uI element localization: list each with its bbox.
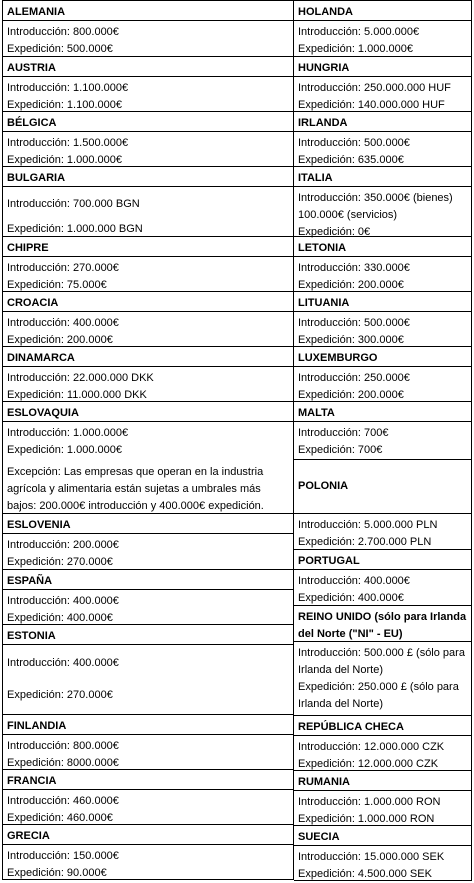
introduction-value: Introducción: 800.000€: [7, 26, 119, 38]
country-header: HOLANDA: [294, 0, 471, 20]
right-column: [294, 0, 472, 881]
country-values: [3, 789, 293, 824]
country-header: AUSTRIA: [3, 56, 293, 76]
country-values: [3, 256, 293, 291]
country-values: [3, 644, 293, 714]
country-header: RUMANIA: [294, 770, 471, 790]
country-values: [294, 366, 471, 401]
country-header: ALEMANIA: [3, 0, 293, 20]
country-values: [294, 131, 471, 166]
introduction-value: Introducción: 22.000.000 DKK: [7, 372, 154, 384]
expedition-value: Expedición: 11.000.000 DKK: [7, 389, 147, 401]
expedition-value: Expedición: 200.000€: [298, 389, 404, 401]
country-values: [294, 256, 471, 291]
country-header: PORTUGAL: [294, 549, 471, 569]
country-values: [294, 735, 471, 770]
country-values: [294, 311, 471, 346]
country-values: [3, 20, 293, 56]
introduction-value: Introducción: 200.000€: [7, 539, 119, 551]
country-header: REPÚBLICA CHECA: [294, 715, 471, 735]
country-values: [294, 76, 471, 111]
introduction-value: Introducción: 400.000€: [298, 575, 410, 587]
introduction-value: Introducción: 500.000€: [298, 317, 410, 329]
expedition-value: Expedición: 300.000€: [298, 334, 404, 346]
country-values: [294, 186, 471, 236]
expedition-value: Expedición: 400.000€: [7, 612, 113, 624]
country-header: POLONIA: [294, 459, 471, 513]
expedition-value: Expedición: 1.000.000€: [7, 444, 122, 456]
introduction-value: Introducción: 12.000.000 CZK: [298, 741, 445, 753]
country-header: BULGARIA: [3, 166, 293, 186]
country-header: GRECIA: [3, 824, 293, 844]
expedition-value: Expedición: 1.100.000€: [7, 99, 122, 111]
country-header: CHIPRE: [3, 236, 293, 256]
introduction-value: Introducción: 1.100.000€: [7, 82, 129, 94]
country-header: ESPAÑA: [3, 569, 293, 589]
introduction-value: Introducción: 150.000€: [7, 850, 119, 862]
introduction-value: Introducción: 400.000€: [7, 595, 119, 607]
introduction-value: Introducción: 350.000€ (bienes) 100.000€ (servicios): [298, 192, 453, 221]
country-values: [3, 589, 293, 624]
country-values: [3, 533, 293, 569]
country-header: ESTONIA: [3, 624, 293, 644]
expedition-value: Expedición: 1.000.000€: [7, 154, 122, 166]
introduction-value: Introducción: 800.000€: [7, 740, 119, 752]
country-header: DINAMARCA: [3, 346, 293, 366]
expedition-value: Expedición: 0€: [298, 226, 371, 238]
country-header: FRANCIA: [3, 769, 293, 789]
expedition-value: Expedición: 635.000€: [298, 154, 404, 166]
expedition-value: Expedición: 200.000€: [298, 279, 404, 291]
country-header: ESLOVENIA: [3, 513, 293, 533]
country-values: [294, 20, 471, 56]
introduction-value: Introducción: 1.500.000€: [7, 137, 129, 149]
expedition-value: Expedición: 8000.000€: [7, 757, 119, 769]
country-header: ESLOVAQUIA: [3, 401, 293, 421]
expedition-value: Expedición: 400.000€: [298, 592, 404, 604]
country-values: [294, 421, 471, 459]
introduction-value: Introducción: 5.000.000 PLN: [298, 519, 438, 531]
country-header: MALTA: [294, 401, 471, 421]
country-values: [3, 366, 293, 401]
country-values: [3, 844, 293, 880]
country-header: HUNGRIA: [294, 56, 471, 76]
expedition-value: Expedición: 250.000 £ (sólo para Irlanda del Norte): [298, 681, 459, 710]
country-header: LITUANIA: [294, 291, 471, 311]
exception-note: Excepción: Las empresas que operan en la industria agrícola y alimentaria están sujetas a umbrales más bajos: 200.000€ introducción y 400.000€ expedición.: [7, 466, 264, 512]
country-values: [3, 76, 293, 111]
introduction-value: Introducción: 250.000.000 HUF: [298, 82, 451, 94]
country-header: IRLANDA: [294, 111, 471, 131]
introduction-value: Introducción: 400.000€: [7, 657, 119, 669]
country-header: SUECIA: [294, 825, 471, 845]
expedition-value: Expedición: 270.000€: [7, 689, 113, 701]
expedition-value: Expedición: 200.000€: [7, 334, 113, 346]
introduction-value: Introducción: 700€: [298, 427, 389, 439]
expedition-value: Expedición: 700€: [298, 444, 383, 456]
expedition-value: Expedición: 1.000.000€: [298, 43, 413, 55]
country-values: [3, 131, 293, 166]
country-header: REINO UNIDO (sólo para Irlanda del Norte ("NI" - EU): [294, 605, 471, 641]
country-values: [3, 734, 293, 769]
introduction-value: Introducción: 400.000€: [7, 317, 119, 329]
expedition-value: Expedición: 90.000€: [7, 867, 107, 879]
expedition-value: Expedición: 4.500.000 SEK: [298, 868, 432, 880]
introduction-value: Introducción: 15.000.000 SEK: [298, 851, 445, 863]
country-values: [294, 513, 471, 549]
introduction-value: Introducción: 330.000€: [298, 262, 410, 274]
introduction-value: Introducción: 1.000.000€: [7, 427, 129, 439]
country-header: ITALIA: [294, 166, 471, 186]
expedition-value: Expedición: 500.000€: [7, 43, 113, 55]
left-column: [2, 0, 294, 880]
country-values: [3, 311, 293, 346]
introduction-value: Introducción: 270.000€: [7, 262, 119, 274]
country-header: BÉLGICA: [3, 111, 293, 131]
country-values: [294, 845, 471, 881]
country-header: LUXEMBURGO: [294, 346, 471, 366]
expedition-value: Expedición: 2.700.000 PLN: [298, 536, 432, 548]
country-header: LETONIA: [294, 236, 471, 256]
expedition-value: Expedición: 140.000.000 HUF: [298, 99, 445, 111]
introduction-value: Introducción: 700.000 BGN: [7, 198, 140, 210]
country-values: [3, 186, 293, 236]
expedition-value: Expedición: 270.000€: [7, 556, 113, 568]
introduction-value: Introducción: 1.000.000 RON: [298, 796, 441, 808]
expedition-value: Expedición: 75.000€: [7, 279, 107, 291]
introduction-value: Introducción: 460.000€: [7, 795, 119, 807]
introduction-value: Introducción: 500.000€: [298, 137, 410, 149]
expedition-value: Expedición: 12.000.000 CZK: [298, 758, 439, 770]
introduction-value: Introducción: 500.000 £ (sólo para Irlanda del Norte): [298, 647, 465, 676]
country-header: FINLANDIA: [3, 714, 293, 734]
country-values: [294, 641, 471, 715]
country-header: CROACIA: [3, 291, 293, 311]
expedition-value: Expedición: 460.000€: [7, 812, 113, 824]
introduction-value: Introducción: 5.000.000€: [298, 26, 420, 38]
expedition-value: Expedición: 1.000.000 BGN: [7, 223, 143, 235]
country-values: [294, 569, 471, 605]
introduction-value: Introducción: 250.000€: [298, 372, 410, 384]
country-values: [3, 421, 293, 513]
expedition-value: Expedición: 1.000.000 RON: [298, 813, 435, 825]
country-values: [294, 790, 471, 825]
